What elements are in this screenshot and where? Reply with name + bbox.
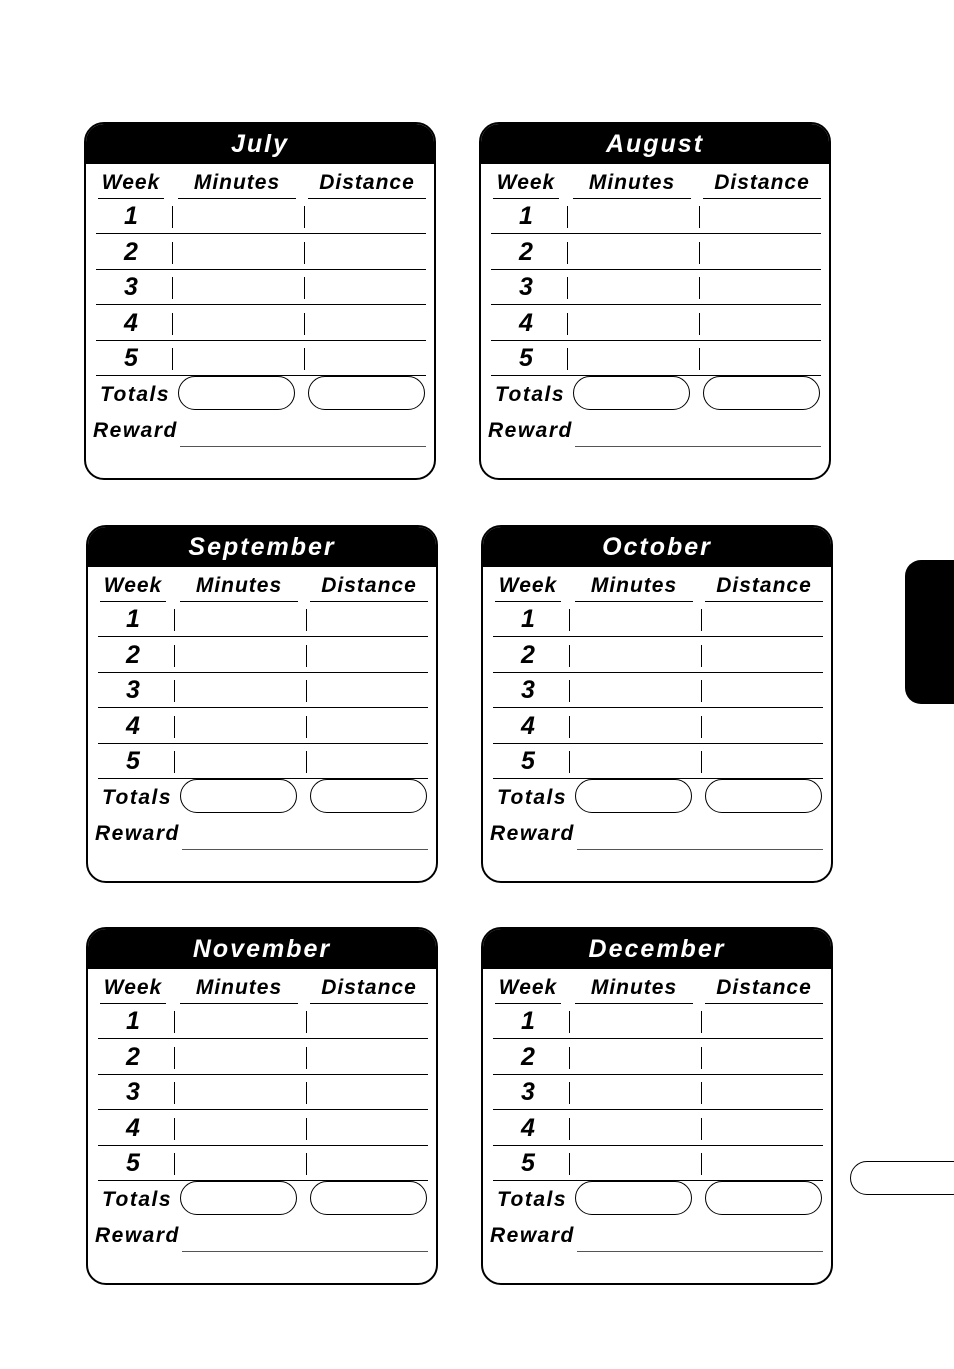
row-divider bbox=[491, 233, 821, 234]
totals-label: Totals bbox=[100, 383, 171, 406]
row-divider bbox=[96, 304, 426, 305]
row-divider bbox=[98, 672, 428, 673]
distance-entry-cell[interactable] bbox=[304, 242, 305, 264]
row-divider bbox=[96, 269, 426, 270]
header-underline bbox=[100, 601, 166, 602]
header-underline bbox=[495, 601, 561, 602]
week-number: 2 bbox=[126, 1042, 140, 1071]
week-number: 5 bbox=[521, 1149, 535, 1177]
distance-entry-cell[interactable] bbox=[701, 1153, 702, 1175]
week-column-header: Week bbox=[498, 574, 558, 597]
minutes-total-box[interactable] bbox=[178, 376, 295, 410]
minutes-entry-cell[interactable] bbox=[569, 609, 570, 631]
distance-entry-cell[interactable] bbox=[306, 1118, 307, 1140]
minutes-entry-cell[interactable] bbox=[172, 348, 173, 370]
distance-column-header: Distance bbox=[716, 976, 812, 999]
minutes-entry-cell[interactable] bbox=[174, 751, 175, 773]
week-number: 2 bbox=[126, 640, 140, 669]
distance-column-header: Distance bbox=[714, 171, 810, 194]
month-title: September bbox=[88, 527, 436, 567]
row-divider bbox=[493, 1145, 823, 1146]
row-divider bbox=[493, 1074, 823, 1075]
week-number: 1 bbox=[519, 202, 533, 230]
minutes-entry-cell[interactable] bbox=[172, 206, 173, 228]
week-number: 4 bbox=[521, 1113, 535, 1142]
minutes-entry-cell[interactable] bbox=[569, 1082, 570, 1104]
minutes-entry-cell[interactable] bbox=[569, 645, 570, 667]
row-divider bbox=[98, 1145, 428, 1146]
reward-label: Reward bbox=[93, 419, 178, 442]
header-underline bbox=[98, 198, 164, 199]
week-number: 2 bbox=[521, 1042, 535, 1071]
distance-entry-cell[interactable] bbox=[701, 680, 702, 702]
distance-total-box[interactable] bbox=[310, 1181, 427, 1215]
week-column-header: Week bbox=[496, 171, 556, 194]
distance-entry-cell[interactable] bbox=[306, 1047, 307, 1069]
minutes-column-header: Minutes bbox=[588, 171, 676, 194]
month-card bbox=[84, 122, 436, 480]
totals-label: Totals bbox=[102, 786, 173, 809]
distance-column-header: Distance bbox=[321, 574, 417, 597]
week-number: 2 bbox=[519, 237, 533, 266]
row-divider bbox=[493, 707, 823, 708]
week-number: 3 bbox=[521, 676, 535, 704]
minutes-column-header: Minutes bbox=[590, 976, 678, 999]
distance-entry-cell[interactable] bbox=[701, 716, 702, 738]
header-underline bbox=[180, 601, 298, 602]
distance-entry-cell[interactable] bbox=[701, 1082, 702, 1104]
week-number: 5 bbox=[521, 747, 535, 775]
minutes-entry-cell[interactable] bbox=[174, 1011, 175, 1033]
reward-entry-line[interactable] bbox=[182, 1251, 428, 1252]
week-column-header: Week bbox=[103, 976, 163, 999]
distance-entry-cell[interactable] bbox=[701, 609, 702, 631]
week-number: 3 bbox=[124, 273, 138, 301]
distance-entry-cell[interactable] bbox=[701, 751, 702, 773]
row-divider bbox=[98, 1109, 428, 1110]
reward-label: Reward bbox=[488, 419, 573, 442]
row-divider bbox=[98, 1038, 428, 1039]
distance-total-box[interactable] bbox=[703, 376, 820, 410]
month-title: November bbox=[88, 929, 436, 969]
page-number-box bbox=[850, 1161, 954, 1195]
month-title: July bbox=[86, 124, 434, 164]
minutes-entry-cell[interactable] bbox=[567, 206, 568, 228]
row-divider bbox=[493, 636, 823, 637]
minutes-entry-cell[interactable] bbox=[172, 242, 173, 264]
minutes-entry-cell[interactable] bbox=[567, 242, 568, 264]
distance-entry-cell[interactable] bbox=[306, 1011, 307, 1033]
distance-entry-cell[interactable] bbox=[306, 1153, 307, 1175]
week-number: 4 bbox=[126, 1113, 140, 1142]
month-title: August bbox=[481, 124, 829, 164]
distance-entry-cell[interactable] bbox=[701, 1047, 702, 1069]
distance-column-header: Distance bbox=[716, 574, 812, 597]
distance-entry-cell[interactable] bbox=[306, 609, 307, 631]
row-divider bbox=[98, 707, 428, 708]
distance-total-box[interactable] bbox=[308, 376, 425, 410]
distance-entry-cell[interactable] bbox=[699, 313, 700, 335]
minutes-total-box[interactable] bbox=[573, 376, 690, 410]
header-underline bbox=[575, 601, 693, 602]
distance-entry-cell[interactable] bbox=[701, 645, 702, 667]
row-divider bbox=[98, 743, 428, 744]
header-underline bbox=[310, 1003, 428, 1004]
distance-entry-cell[interactable] bbox=[306, 716, 307, 738]
minutes-entry-cell[interactable] bbox=[174, 680, 175, 702]
reward-entry-line[interactable] bbox=[182, 849, 428, 850]
minutes-entry-cell[interactable] bbox=[567, 348, 568, 370]
minutes-entry-cell[interactable] bbox=[567, 277, 568, 299]
week-number: 3 bbox=[126, 676, 140, 704]
reward-entry-line[interactable] bbox=[577, 1251, 823, 1252]
distance-entry-cell[interactable] bbox=[304, 348, 305, 370]
distance-column-header: Distance bbox=[319, 171, 415, 194]
week-number: 1 bbox=[521, 605, 535, 633]
distance-entry-cell[interactable] bbox=[304, 277, 305, 299]
reward-label: Reward bbox=[95, 822, 180, 845]
totals-label: Totals bbox=[497, 1188, 568, 1211]
week-column-header: Week bbox=[101, 171, 161, 194]
reward-label: Reward bbox=[95, 1224, 180, 1247]
distance-entry-cell[interactable] bbox=[701, 1011, 702, 1033]
week-number: 5 bbox=[124, 344, 138, 372]
minutes-entry-cell[interactable] bbox=[174, 716, 175, 738]
minutes-total-box[interactable] bbox=[180, 1181, 297, 1215]
week-number: 4 bbox=[126, 711, 140, 740]
week-number: 1 bbox=[521, 1007, 535, 1035]
minutes-entry-cell[interactable] bbox=[174, 1153, 175, 1175]
week-number: 5 bbox=[126, 1149, 140, 1177]
week-column-header: Week bbox=[103, 574, 163, 597]
minutes-entry-cell[interactable] bbox=[174, 1047, 175, 1069]
minutes-entry-cell[interactable] bbox=[172, 313, 173, 335]
minutes-entry-cell[interactable] bbox=[567, 313, 568, 335]
header-underline bbox=[575, 1003, 693, 1004]
reward-entry-line[interactable] bbox=[180, 446, 426, 447]
week-number: 5 bbox=[126, 747, 140, 775]
minutes-entry-cell[interactable] bbox=[174, 1082, 175, 1104]
reward-label: Reward bbox=[490, 822, 575, 845]
month-title: October bbox=[483, 527, 831, 567]
week-number: 4 bbox=[521, 711, 535, 740]
reward-label: Reward bbox=[490, 1224, 575, 1247]
minutes-entry-cell[interactable] bbox=[569, 1047, 570, 1069]
distance-entry-cell[interactable] bbox=[699, 277, 700, 299]
month-title: December bbox=[483, 929, 831, 969]
row-divider bbox=[493, 1038, 823, 1039]
minutes-entry-cell[interactable] bbox=[174, 645, 175, 667]
month-card bbox=[86, 927, 438, 1285]
distance-entry-cell[interactable] bbox=[306, 751, 307, 773]
header-underline bbox=[178, 198, 296, 199]
week-number: 4 bbox=[519, 308, 533, 337]
week-number: 2 bbox=[124, 237, 138, 266]
distance-entry-cell[interactable] bbox=[306, 645, 307, 667]
week-number: 4 bbox=[124, 308, 138, 337]
header-underline bbox=[310, 601, 428, 602]
row-divider bbox=[98, 1074, 428, 1075]
distance-entry-cell[interactable] bbox=[304, 313, 305, 335]
distance-entry-cell[interactable] bbox=[701, 1118, 702, 1140]
minutes-entry-cell[interactable] bbox=[174, 609, 175, 631]
minutes-total-box[interactable] bbox=[180, 779, 297, 813]
header-underline bbox=[100, 1003, 166, 1004]
row-divider bbox=[491, 304, 821, 305]
month-card bbox=[479, 122, 831, 480]
month-card bbox=[481, 927, 833, 1285]
week-number: 3 bbox=[126, 1078, 140, 1106]
week-number: 2 bbox=[521, 640, 535, 669]
minutes-entry-cell[interactable] bbox=[569, 1011, 570, 1033]
row-divider bbox=[493, 743, 823, 744]
distance-column-header: Distance bbox=[321, 976, 417, 999]
distance-total-box[interactable] bbox=[310, 779, 427, 813]
reward-entry-line[interactable] bbox=[577, 849, 823, 850]
header-underline bbox=[705, 601, 823, 602]
week-number: 1 bbox=[124, 202, 138, 230]
distance-entry-cell[interactable] bbox=[304, 206, 305, 228]
section-tab bbox=[905, 560, 954, 704]
minutes-entry-cell[interactable] bbox=[569, 1153, 570, 1175]
row-divider bbox=[493, 1109, 823, 1110]
distance-total-box[interactable] bbox=[705, 779, 822, 813]
totals-label: Totals bbox=[495, 383, 566, 406]
week-number: 3 bbox=[521, 1078, 535, 1106]
week-number: 3 bbox=[519, 273, 533, 301]
minutes-entry-cell[interactable] bbox=[569, 716, 570, 738]
header-underline bbox=[308, 198, 426, 199]
month-card bbox=[86, 525, 438, 883]
minutes-entry-cell[interactable] bbox=[569, 751, 570, 773]
week-number: 1 bbox=[126, 605, 140, 633]
minutes-total-box[interactable] bbox=[575, 779, 692, 813]
distance-total-box[interactable] bbox=[705, 1181, 822, 1215]
header-underline bbox=[495, 1003, 561, 1004]
distance-entry-cell[interactable] bbox=[306, 680, 307, 702]
minutes-column-header: Minutes bbox=[193, 171, 281, 194]
minutes-column-header: Minutes bbox=[195, 976, 283, 999]
header-underline bbox=[180, 1003, 298, 1004]
month-card bbox=[481, 525, 833, 883]
header-underline bbox=[703, 198, 821, 199]
week-column-header: Week bbox=[498, 976, 558, 999]
header-underline bbox=[573, 198, 691, 199]
minutes-entry-cell[interactable] bbox=[172, 277, 173, 299]
minutes-total-box[interactable] bbox=[575, 1181, 692, 1215]
row-divider bbox=[98, 636, 428, 637]
header-underline bbox=[493, 198, 559, 199]
minutes-entry-cell[interactable] bbox=[174, 1118, 175, 1140]
week-number: 1 bbox=[126, 1007, 140, 1035]
distance-entry-cell[interactable] bbox=[699, 242, 700, 264]
minutes-column-header: Minutes bbox=[590, 574, 678, 597]
totals-label: Totals bbox=[102, 1188, 173, 1211]
distance-entry-cell[interactable] bbox=[699, 206, 700, 228]
totals-label: Totals bbox=[497, 786, 568, 809]
minutes-column-header: Minutes bbox=[195, 574, 283, 597]
distance-entry-cell[interactable] bbox=[699, 348, 700, 370]
distance-entry-cell[interactable] bbox=[306, 1082, 307, 1104]
minutes-entry-cell[interactable] bbox=[569, 1118, 570, 1140]
row-divider bbox=[491, 269, 821, 270]
row-divider bbox=[493, 672, 823, 673]
header-underline bbox=[705, 1003, 823, 1004]
row-divider bbox=[491, 340, 821, 341]
row-divider bbox=[96, 340, 426, 341]
row-divider bbox=[96, 233, 426, 234]
reward-entry-line[interactable] bbox=[575, 446, 821, 447]
week-number: 5 bbox=[519, 344, 533, 372]
minutes-entry-cell[interactable] bbox=[569, 680, 570, 702]
